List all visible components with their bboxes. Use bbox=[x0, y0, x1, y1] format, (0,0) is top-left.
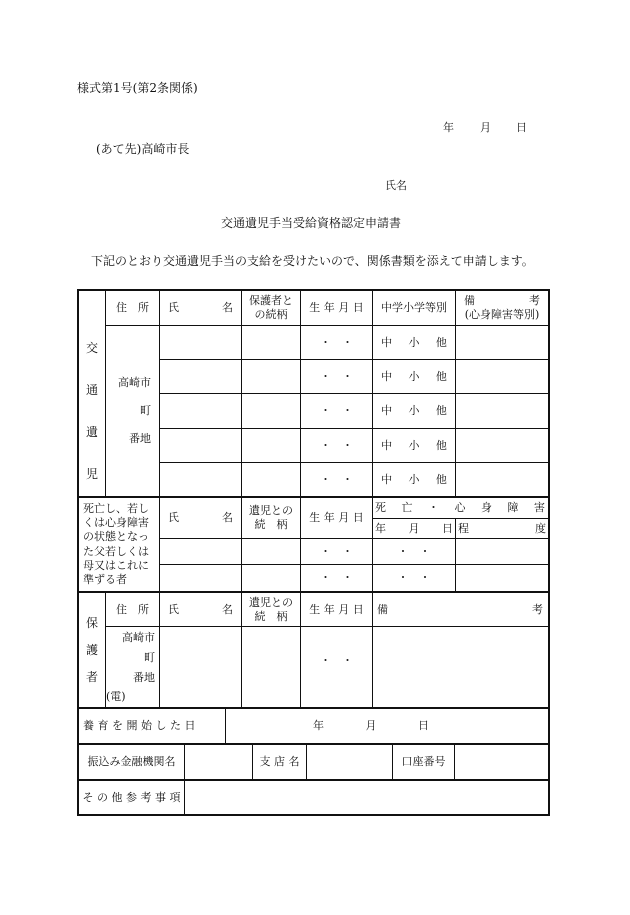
deceased-section-label: 死亡し、若し くは心身障害 の状態となっ た父若しくは 母又はこれに 準ずる者 bbox=[83, 501, 149, 587]
account-number-label: 口座番号 bbox=[401, 755, 446, 769]
children-row-3-school[interactable]: 中 小 他 bbox=[381, 404, 447, 418]
deceased-birth-header: 生 年 月 日 bbox=[309, 511, 364, 525]
date-day-label: 日 bbox=[516, 121, 527, 134]
intro-text: 下記のとおり交通遺児手当の支給を受けたいので、関係書類を添えて申請します。 bbox=[91, 254, 534, 268]
children-row-4-birth[interactable]: ・ ・ bbox=[320, 438, 353, 452]
date-year-label: 年 bbox=[443, 121, 454, 134]
children-row-2-birth[interactable]: ・ ・ bbox=[320, 369, 353, 383]
children-row-4-school[interactable]: 中 小 他 bbox=[381, 438, 447, 452]
deceased-row-1-date[interactable]: ・ ・ bbox=[397, 544, 431, 558]
children-row-1-school[interactable]: 中 小 他 bbox=[381, 335, 447, 349]
deceased-status-header: 死 亡 ・ 心 身 障 害 bbox=[375, 501, 545, 515]
guardian-relation-header: 遺児との 続 柄 bbox=[249, 595, 293, 623]
addressee: (あて先)高崎市長 bbox=[96, 142, 190, 156]
bank-name-label: 振込み金融機関名 bbox=[87, 755, 176, 769]
deceased-date-header: 年 月 日 bbox=[375, 521, 453, 535]
children-row-1-birth[interactable]: ・ ・ bbox=[320, 335, 353, 349]
form-number: 様式第1号(第2条関係) bbox=[77, 81, 198, 95]
guardian-section-label: 保 護 者 bbox=[85, 615, 98, 684]
guardian-address-cell[interactable]: 高崎市 町 番地 (電) bbox=[106, 631, 155, 704]
care-start-date-label: 養 育 を 開 始 し た 日 bbox=[83, 719, 196, 733]
children-row-5-school[interactable]: 中 小 他 bbox=[381, 472, 447, 486]
children-birth-header: 生 年 月 日 bbox=[309, 301, 364, 315]
children-row-2-school[interactable]: 中 小 他 bbox=[381, 369, 447, 383]
children-address-header: 住 所 bbox=[116, 301, 149, 315]
deceased-relation-header: 遺児との 続 柄 bbox=[249, 504, 293, 531]
guardian-address-header: 住 所 bbox=[116, 602, 149, 616]
children-remarks-header: 備 考 (心身障害等別) bbox=[464, 294, 540, 321]
deceased-name-header: 氏 名 bbox=[168, 511, 233, 525]
school-type-header: 中学小学等別 bbox=[381, 301, 447, 315]
guardian-birth-header: 生 年 月 日 bbox=[309, 602, 364, 616]
guardian-remarks-header: 備 考 bbox=[377, 602, 543, 616]
applicant-name-label: 氏名 bbox=[385, 179, 407, 192]
application-table bbox=[77, 289, 550, 816]
children-name-header: 氏 名 bbox=[168, 301, 233, 315]
children-row-5-birth[interactable]: ・ ・ bbox=[320, 472, 353, 486]
guardian-birth-cell[interactable]: ・ ・ bbox=[320, 654, 353, 668]
other-remarks-label: そ の 他 参 考 事 項 bbox=[82, 790, 181, 804]
children-row-3-birth[interactable]: ・ ・ bbox=[320, 404, 353, 418]
care-start-date-field[interactable]: 年 月 日 bbox=[313, 719, 429, 733]
page-title: 交通遺児手当受給資格認定申請書 bbox=[221, 216, 402, 230]
date-month-label: 月 bbox=[480, 121, 491, 134]
disability-degree-header: 程 度 bbox=[458, 521, 546, 535]
children-address-cell[interactable]: 高崎市 町 番地 bbox=[118, 376, 151, 445]
guardian-name-header: 氏 名 bbox=[168, 602, 233, 616]
guardian-relation-header: 保護者と の続柄 bbox=[249, 294, 293, 321]
deceased-row-2-birth[interactable]: ・ ・ bbox=[320, 571, 353, 585]
deceased-row-2-date[interactable]: ・ ・ bbox=[397, 571, 431, 585]
deceased-row-1-birth[interactable]: ・ ・ bbox=[320, 544, 353, 558]
children-section-label: 交 通 遺 児 bbox=[85, 340, 98, 482]
branch-name-label: 支 店 名 bbox=[259, 755, 300, 769]
